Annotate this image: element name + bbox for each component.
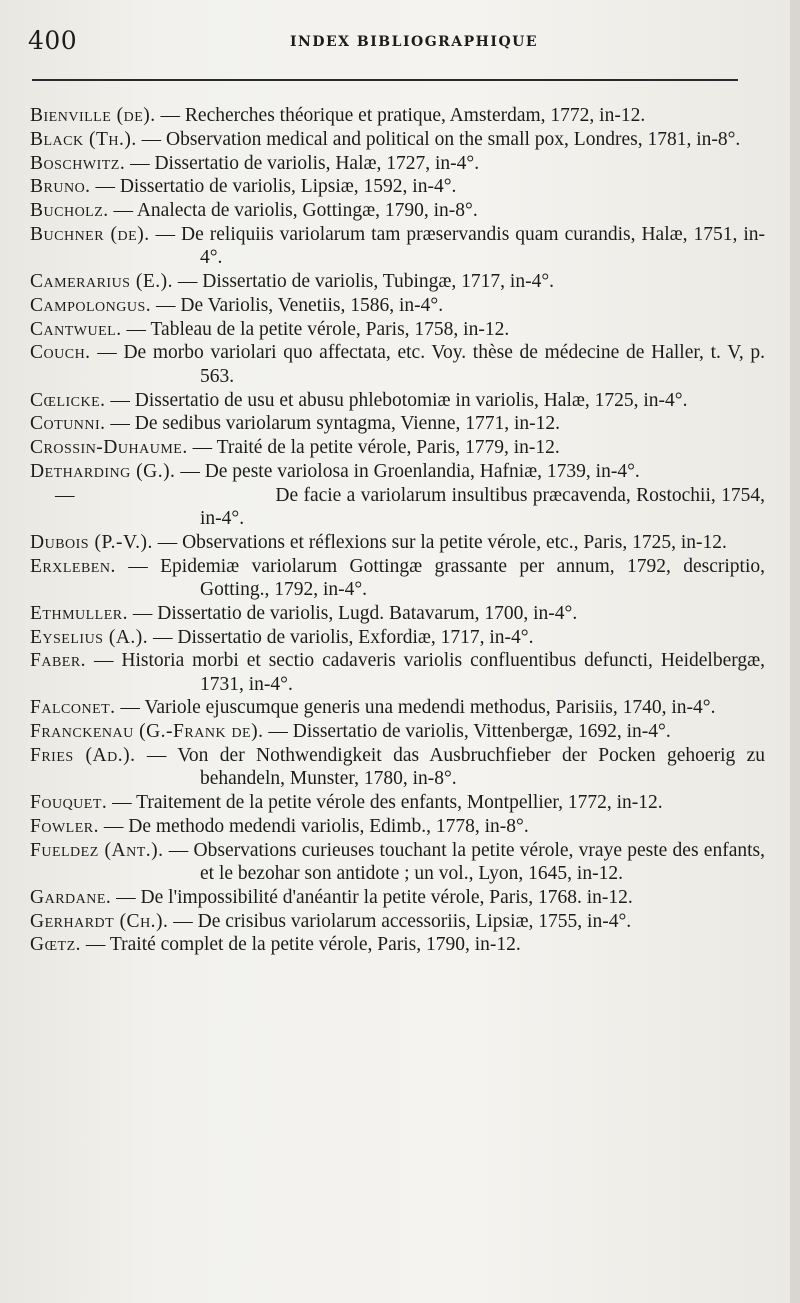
- entry-author: Crossin-Duhaume.: [30, 437, 188, 459]
- entry-author: Faber.: [30, 650, 87, 672]
- entry-author: Black (Th.).: [30, 128, 137, 150]
- bibliography-list: [30, 104, 765, 957]
- entry-author: Ethmuller.: [30, 602, 129, 624]
- entry-author: —: [55, 484, 75, 506]
- entry-author: Falconet.: [30, 697, 116, 719]
- entry-text: — Traité complet de la petite vérole, Paris, 1790, in-12.: [85, 934, 521, 956]
- bibliography-entry: [30, 436, 765, 459]
- entry-author: Gœtz.: [30, 934, 82, 956]
- entry-author: Bienville (de).: [30, 105, 156, 126]
- bibliography-entry: [30, 412, 765, 435]
- bibliography-entry: [30, 933, 765, 956]
- entry-text: — Von der Nothwendigkeit das Ausbruchfieber der Pocken gehoerig zu behandeln, Munster, 1780, in-8°.: [146, 745, 765, 790]
- running-head: INDEX BIBLIOGRAPHIQUE: [290, 34, 539, 50]
- entry-text: — De methodo medendi variolis, Edimb., 1778, in-8°.: [103, 815, 529, 837]
- entry-author: Couch.: [30, 342, 91, 364]
- entry-author: Fueldez (Ant.).: [30, 839, 164, 861]
- page-number: 400: [28, 26, 78, 55]
- entry-text: — De l'impossibilité d'anéantir la petite vérole, Paris, 1768. in-12.: [116, 886, 633, 908]
- bibliography-entry: [30, 175, 765, 198]
- entry-text: — Dissertatio de variolis, Lipsiæ, 1592, in-4°.: [95, 176, 457, 198]
- bibliography-entry: [30, 602, 765, 625]
- bibliography-entry: [30, 484, 765, 531]
- header-rule: [32, 79, 738, 81]
- entry-text: — Epidemiæ variolarum Gottingæ grassante per annum, 1792, descriptio, Gotting., 1792, in-4°.: [128, 555, 766, 600]
- bibliography-entry: [30, 839, 765, 886]
- bibliography-entry: [30, 223, 765, 270]
- entry-author: Buchner (de).: [30, 223, 150, 245]
- entry-text: — Traitement de la petite vérole des enfants, Montpellier, 1772, in-12.: [112, 792, 663, 814]
- entry-author: Bucholz.: [30, 200, 109, 222]
- entry-author: Cantwuel.: [30, 318, 122, 340]
- page-header: [28, 26, 738, 58]
- entry-text: — De crisibus variolarum accessoriis, Lipsiæ, 1755, in-4°.: [173, 910, 632, 932]
- entry-author: Bruno.: [30, 176, 91, 198]
- entry-text: — De sedibus variolarum syntagma, Vienne, 1771, in-12.: [110, 413, 561, 435]
- entry-author: Campolongus.: [30, 294, 152, 316]
- entry-author: Cœlicke.: [30, 389, 106, 411]
- bibliography-entry: [30, 555, 765, 602]
- entry-author: Dubois (P.-V.).: [30, 531, 153, 553]
- bibliography-entry: [30, 460, 765, 483]
- bibliography-entry: [30, 389, 765, 412]
- bibliography-entry: [30, 815, 765, 838]
- entry-text: — Dissertatio de variolis, Lugd. Batavarum, 1700, in-4°.: [132, 602, 578, 624]
- bibliography-entry: [30, 318, 765, 341]
- entry-author: Fowler.: [30, 815, 99, 837]
- bibliography-entry: [30, 104, 765, 127]
- entry-author: Eyselius (A.).: [30, 626, 149, 648]
- entry-text: — Traité de la petite vérole, Paris, 1779, in-12.: [192, 437, 560, 459]
- bibliography-entry: [30, 791, 765, 814]
- entry-author: Boschwitz.: [30, 152, 126, 174]
- bibliography-entry: [30, 294, 765, 317]
- bibliography-entry: [30, 744, 765, 791]
- bibliography-entry: [30, 696, 765, 719]
- entry-author: Erxleben.: [30, 555, 116, 577]
- entry-author: Cotunni.: [30, 413, 106, 435]
- entry-text: — De peste variolosa in Groenlandia, Hafniæ, 1739, in-4°.: [180, 460, 640, 482]
- entry-text: — Tableau de la petite vérole, Paris, 1758, in-12.: [126, 318, 510, 340]
- bibliography-entry: [30, 152, 765, 175]
- bibliography-entry: [30, 649, 765, 696]
- entry-text: — Observations curieuses touchant la petite vérole, vraye peste des enfants, et le bezohar son antidote ; un vol., Lyon, 1645, in-12.: [168, 839, 765, 884]
- bibliography-entry: [30, 910, 765, 933]
- entry-author: Camerarius (E.).: [30, 271, 173, 293]
- entry-author: Detharding (G.).: [30, 460, 176, 482]
- bibliography-entry: [30, 270, 765, 293]
- bibliography-entry: [30, 531, 765, 554]
- entry-author: Fouquet.: [30, 792, 108, 814]
- bibliography-entry: [30, 886, 765, 909]
- entry-author: Gardane.: [30, 886, 112, 908]
- bibliography-entry: [30, 199, 765, 222]
- entry-text: — De morbo variolari quo affectata, etc. Voy. thèse de médecine de Haller, t. V, p. 563.: [97, 342, 766, 387]
- entry-author: Gerhardt (Ch.).: [30, 910, 169, 932]
- entry-text: — De reliquiis variolarum tam præservandis quam curandis, Halæ, 1751, in-4°.: [155, 223, 766, 269]
- entry-text: — Dissertatio de variolis, Halæ, 1727, in-4°.: [130, 152, 480, 174]
- entry-text: — Dissertatio de variolis, Vittenbergæ, 1692, in-4°.: [268, 721, 671, 743]
- entry-text: De facie a variolarum insultibus præcavenda, Rostochii, 1754, in-4°.: [200, 484, 765, 530]
- entry-text: — Observations et réflexions sur la petite vérole, etc., Paris, 1725, in-12.: [157, 531, 727, 553]
- entry-text: — Historia morbi et sectio cadaveris variolis confluentibus defuncti, Heidelbergæ, 1731, in-4°.: [94, 650, 766, 695]
- entry-text: — Recherches théorique et pratique, Amsterdam, 1772, in-12.: [160, 105, 646, 126]
- entry-text: — Dissertatio de usu et abusu phlebotomiæ in variolis, Halæ, 1725, in-4°.: [110, 389, 688, 411]
- entry-text: — Variole ejuscumque generis una medendi methodus, Parisiis, 1740, in-4°.: [120, 697, 716, 719]
- entry-text: — Dissertatio de variolis, Exfordiæ, 1717, in-4°.: [153, 626, 534, 648]
- entry-text: — Analecta de variolis, Gottingæ, 1790, in-8°.: [113, 200, 478, 222]
- bibliography-entry: [30, 720, 765, 743]
- bibliography-entry: [30, 128, 765, 151]
- bibliography-entry: [30, 626, 765, 649]
- entry-text: — Observation medical and political on the small pox, Londres, 1781, in-8°.: [141, 128, 741, 150]
- entry-text: — De Variolis, Venetiis, 1586, in-4°.: [156, 294, 444, 316]
- entry-text: — Dissertatio de variolis, Tubingæ, 1717, in-4°.: [177, 271, 555, 293]
- bibliography-entry: [30, 341, 765, 388]
- entry-author: Franckenau (G.-Frank de).: [30, 721, 264, 743]
- entry-author: Fries (Ad.).: [30, 745, 136, 767]
